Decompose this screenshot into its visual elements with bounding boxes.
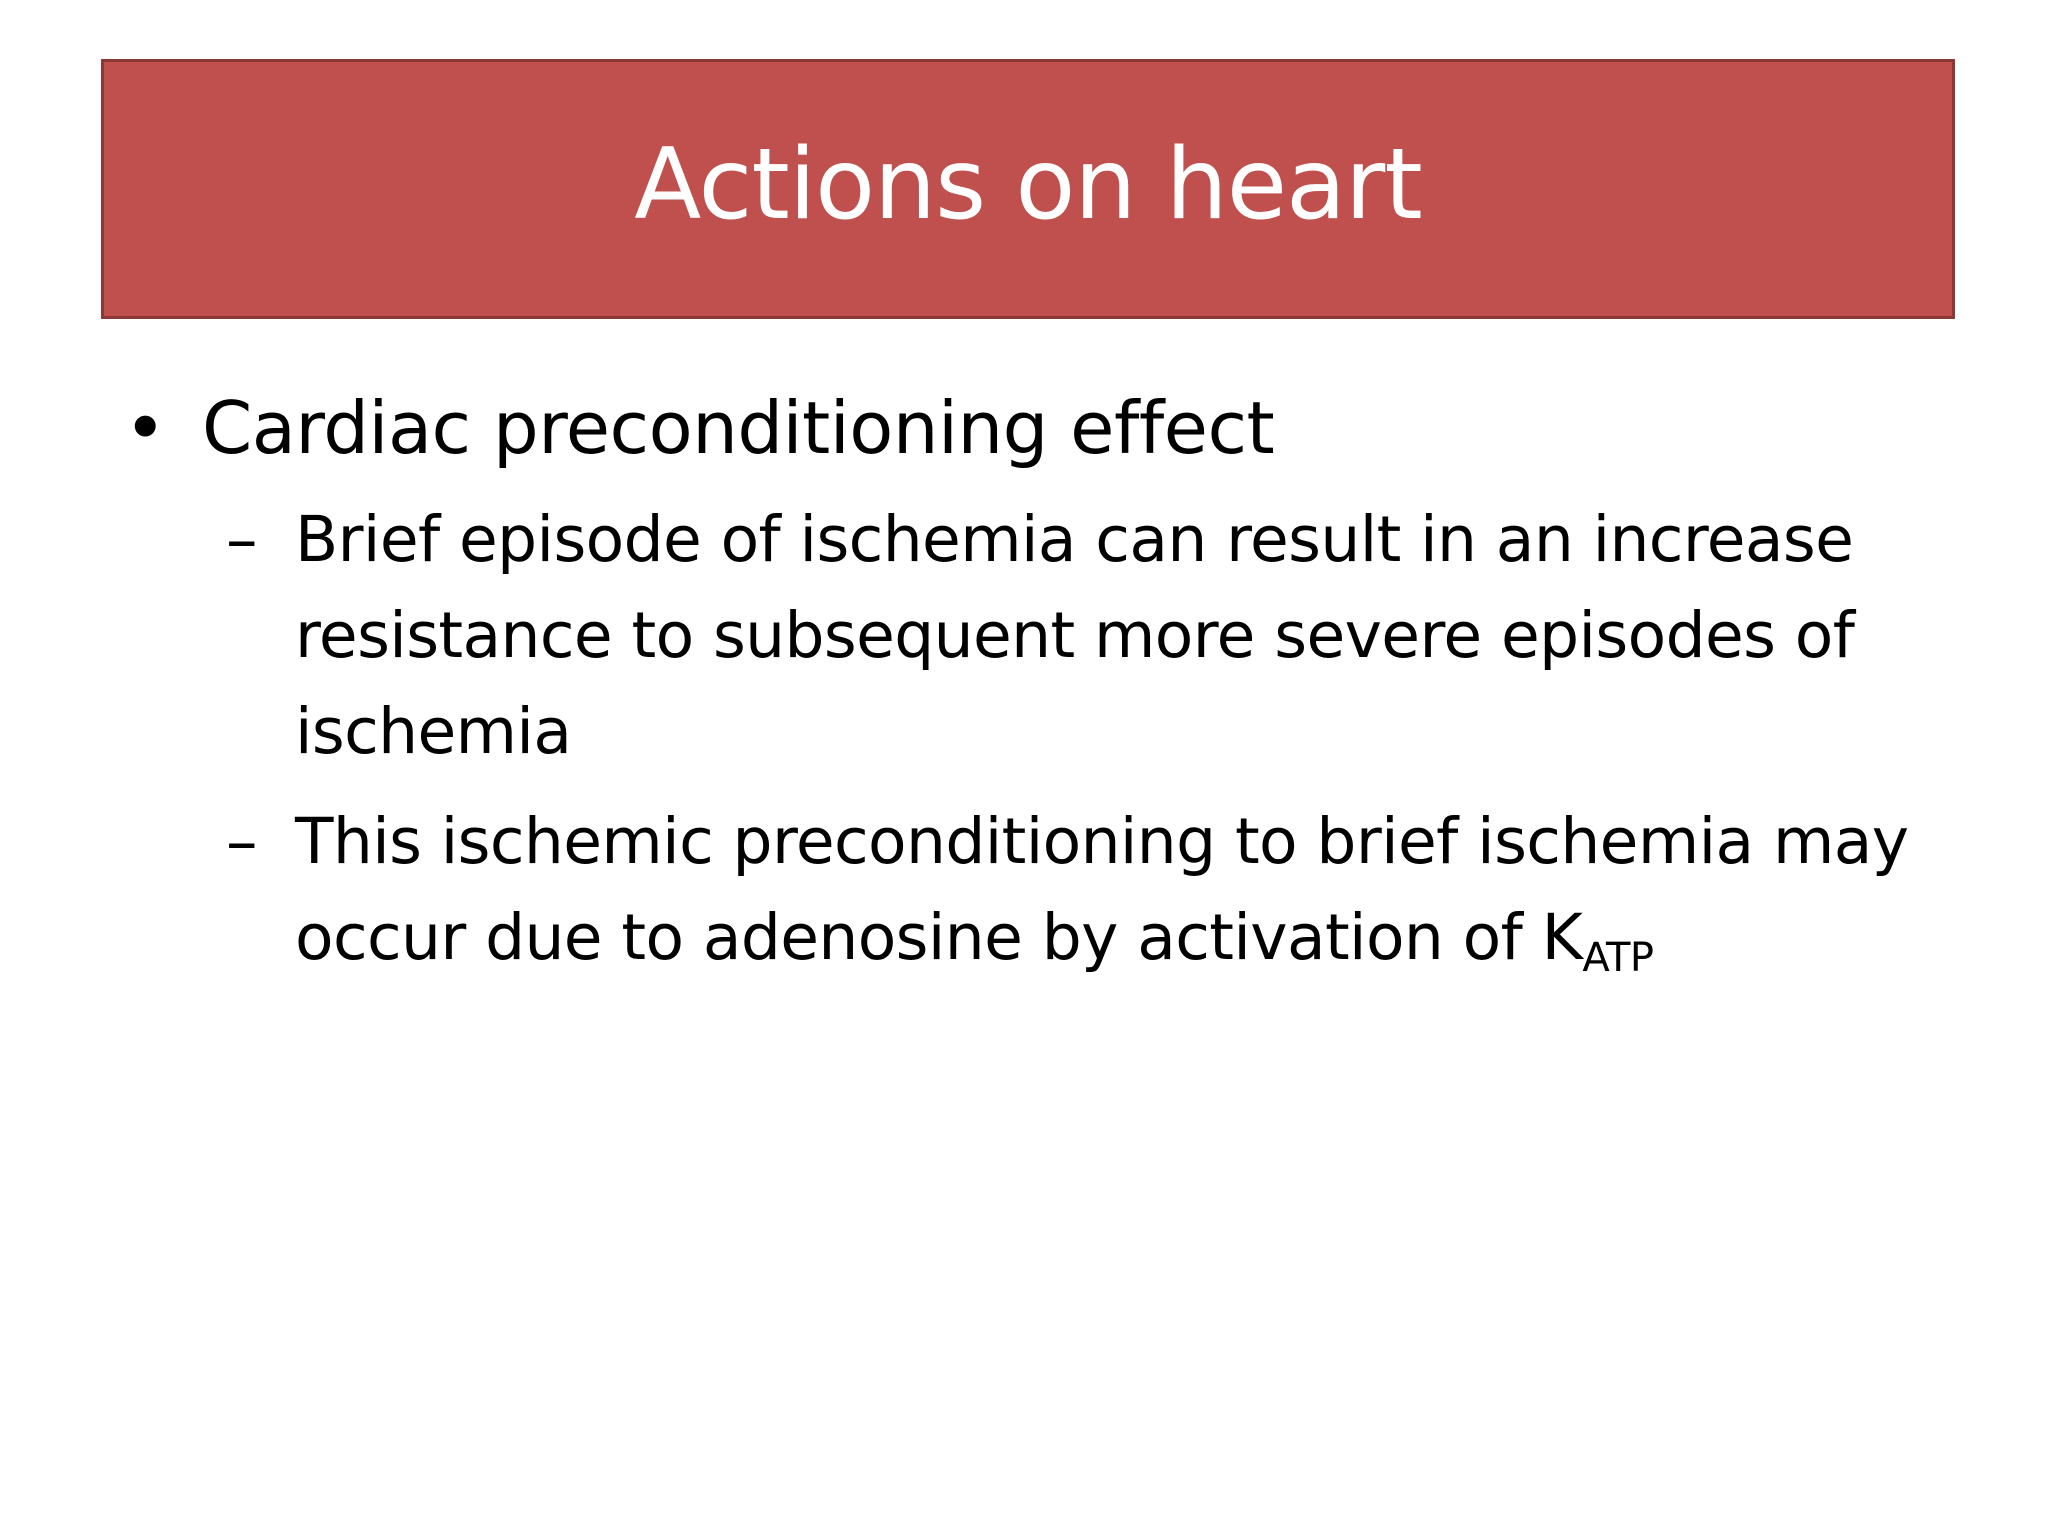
sub-bullet-marker: – (226, 503, 257, 576)
sub-bullet-text: Brief episode of ischemia can result in an increase resistance to subsequent more severe episodes of ischemia (295, 503, 1855, 768)
sub-bullet-marker: – (226, 805, 257, 878)
sub-bullet-item (226, 492, 1964, 780)
sub-bullet-text: This ischemic preconditioning to brief ischemia may occur due to adenosine by activation of K (295, 805, 1909, 974)
subscript-text: ATP (1582, 935, 1654, 981)
title-banner (101, 59, 1955, 319)
slide-title: Actions on heart (634, 128, 1422, 242)
bullet-text: Cardiac preconditioning effect (202, 386, 1275, 470)
slide-content (124, 376, 1964, 986)
bullet-item (124, 376, 1964, 480)
sub-bullet-item (226, 794, 1964, 986)
bullet-marker: • (124, 386, 166, 470)
